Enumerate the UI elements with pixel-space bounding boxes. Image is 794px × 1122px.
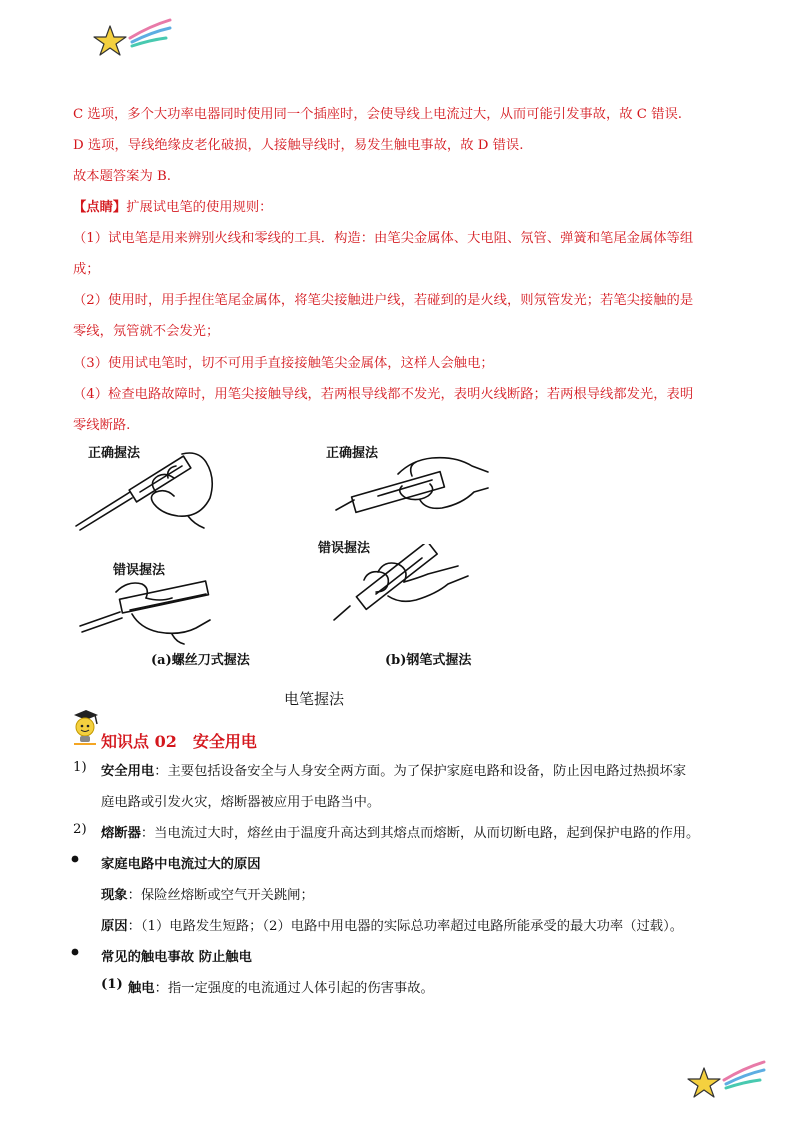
pen-grip-correct-illustration	[332, 452, 492, 518]
rule-line: （1）试电笔是用来辨别火线和零线的工具．构造：由笔尖金属体、大电阻、氖管、弹簧和笔尾金属体等组	[73, 231, 694, 246]
rule-line: 成；	[73, 262, 100, 277]
option-c-explanation: C 选项，多个大功率电器同时使用同一个插座时，会使导线上电流过大，从而可能引发事故，故 C 错误.	[73, 107, 683, 122]
figure-title: 电笔握法	[284, 690, 345, 708]
answer-line: 故本题答案为 B.	[73, 169, 172, 184]
rule-line: 零线，氖管就不会发光；	[73, 324, 220, 339]
shooting-star-icon	[92, 14, 172, 60]
rule-line: （2）使用时，用手捏住笔尾金属体，将笔尖接触进户线，若碰到的是火线，则氖管发光；若笔尖接触的是	[73, 293, 694, 308]
tip-label: 【点睛】	[73, 200, 127, 215]
option-d-explanation: D 选项，导线绝缘皮老化破损，人接触导线时，易发生触电事故，故 D 错误.	[73, 138, 524, 153]
screwdriver-grip-correct-illustration	[70, 448, 220, 532]
caption-screwdriver-grip: (a)螺丝刀式握法	[151, 653, 250, 668]
item-number: 1)	[73, 760, 87, 775]
tip-line	[73, 196, 272, 215]
label-correct-screwdriver: 正确握法	[88, 446, 141, 461]
fuse-line: 熔断器：当电流过大时，熔丝由于温度升高达到其熔点而熔断，从而切断电路，起到保护电路的作用。	[101, 826, 700, 841]
tip-text: 扩展试电笔的使用规则：	[126, 200, 273, 215]
safe-electricity-line: 安全用电：主要包括设备安全与人身安全两方面。为了保护家庭电路和设备，防止因电路过热损坏家	[101, 764, 687, 779]
shooting-star-icon	[686, 1056, 766, 1102]
term-fuse: 熔断器	[101, 826, 141, 841]
electric-shock-definition: 触电：指一定强度的电流通过人体引起的伤害事故。	[128, 981, 434, 996]
pen-grip-wrong-illustration	[328, 544, 478, 626]
sub-item-number: (1)	[101, 977, 123, 992]
term-safe-electricity: 安全用电	[101, 764, 155, 779]
label-wrong-pen: 错误握法	[318, 541, 371, 556]
bullet-heading-electric-shock: 常见的触电事故 防止触电	[101, 950, 252, 965]
label-correct-pen: 正确握法	[326, 446, 379, 461]
cause-line: 原因：（1）电路发生短路；（2）电路中用电器的实际总功率超过电路所能承受的最大功率（过载）。	[101, 919, 684, 934]
phenomenon-line: 现象：保险丝熔断或空气开关跳闸；	[101, 888, 314, 903]
bullet-dot-icon	[71, 948, 79, 956]
label-wrong-screwdriver: 错误握法	[113, 563, 166, 578]
bullet-dot-icon	[71, 855, 79, 863]
section-title: 知识点 02 安全用电	[101, 732, 257, 751]
rule-line: 零线断路.	[73, 418, 131, 433]
item-number: 2)	[73, 822, 87, 837]
screwdriver-grip-wrong-illustration	[76, 574, 216, 646]
lightbulb-mascot-icon	[70, 708, 100, 746]
caption-pen-grip: (b)钢笔式握法	[385, 653, 472, 668]
bullet-heading-overcurrent: 家庭电路中电流过大的原因	[101, 857, 261, 872]
rule-line: （3）使用试电笔时，切不可用手直接接触笔尖金属体，这样人会触电；	[73, 356, 494, 371]
rule-line: （4）检查电路故障时，用笔尖接触导线，若两根导线都不发光，表明火线断路；若两根导线都发光，表明	[73, 387, 694, 402]
safe-electricity-line-2: 庭电路或引发火灾，熔断器被应用于电路当中。	[101, 795, 381, 810]
